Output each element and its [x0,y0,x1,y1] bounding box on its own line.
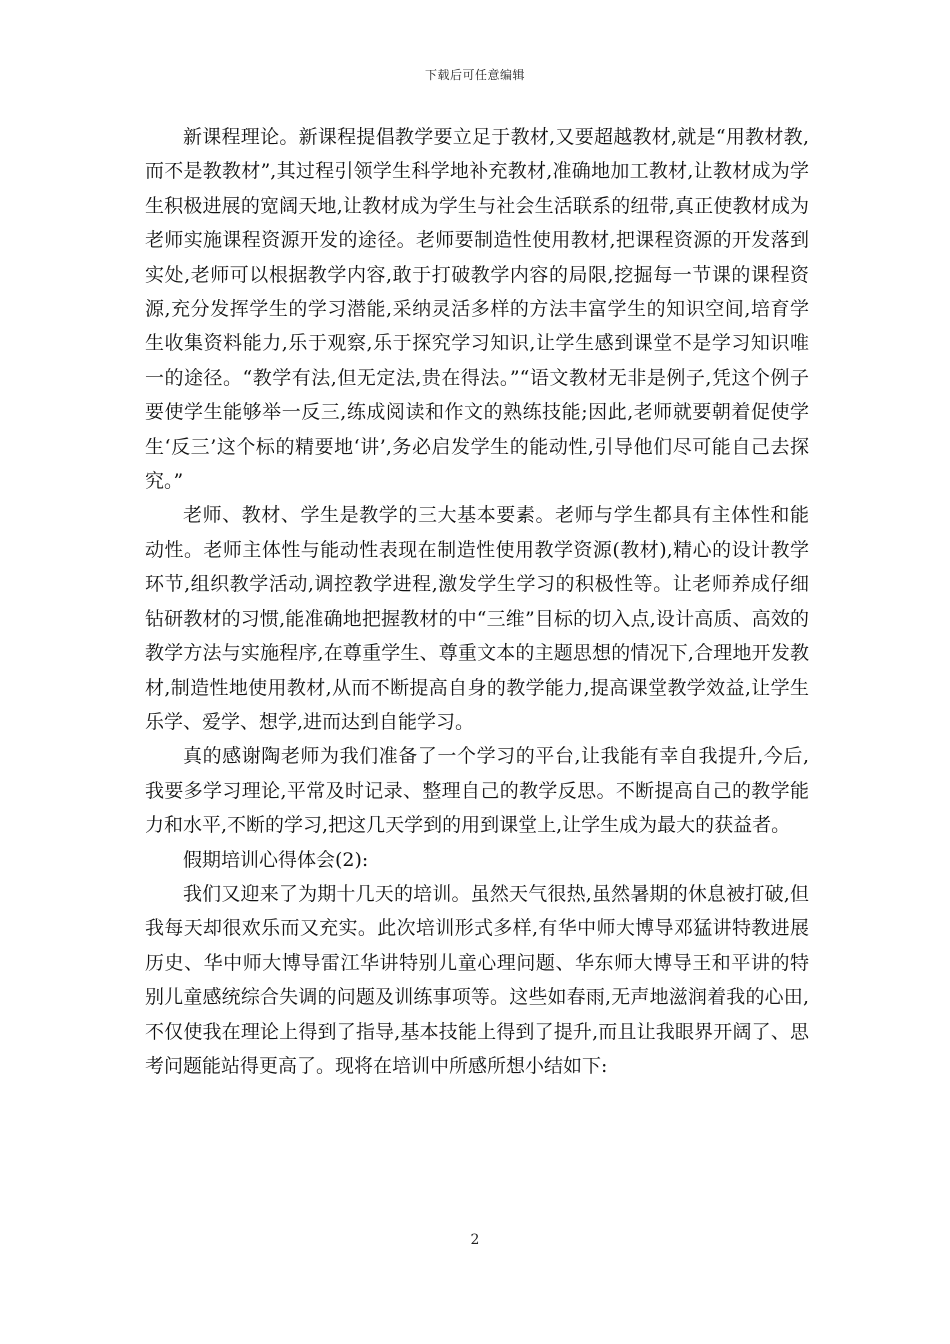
paragraph-training-intro: 我们又迎来了为期十几天的培训。虽然天气很热,虽然暑期的休息被打破,但我每天却很欢乐而又充实。此次培训形式多样,有华中师大博导邓猛讲特教进展历史、华中师大博导雷江华讲特别儿童心理问题、华东师大博导王和平讲的特别儿童感统综合失调的问题及训练事项等。这些如春雨,无声地滋润着我的心田,不仅使我在理论上得到了指导,基本技能上得到了提升,而且让我眼界开阔了、思考问题能站得更高了。现将在培训中所感所想小结如下: [145,882,809,1077]
page-header: 下载后可任意编辑 [424,68,525,82]
section-heading-training-reflection: 假期培训心得体会(2): [183,848,369,871]
document-body [145,120,809,1083]
paragraph-new-curriculum-theory: 新课程理论。新课程提倡教学要立足于教材,又要超越教材,就是“用教材教,而不是教教材”,其过程引领学生科学地补充教材,准确地加工教材,让教材成为学生积极进展的宽阔天地,让教材成为学生与社会生活联系的纽带,真正使教材成为老师实施课程资源开发的途径。老师要制造性使用教材,把课程资源的开发落到实处,老师可以根据教学内容,敢于打破教学内容的局限,挖掘每一节课的课程资源,充分发挥学生的学习潜能,采纳灵活多样的方法丰富学生的知识空间,培育学生收集资料能力,乐于观察,乐于探究学习知识,让学生感到课堂不是学习知识唯一的途径。“教学有法,但无定法,贵在得法。”“语文教材无非是例子,凭这个例子要使学生能够举一反三,练成阅读和作文的熟练技能;因此,老师就要朝着促使学生‘反三’这个标的精要地‘讲’,务必启发学生的能动性,引导他们尽可能自己去探究。” [145,126,809,493]
page-number: 2 [470,1232,480,1248]
paragraph-thanks: 真的感谢陶老师为我们准备了一个学习的平台,让我能有幸自我提升,今后,我要多学习理论,平常及时记录、整理自己的教学反思。不断提高自己的教学能力和水平,不断的学习,把这几天学到的用到课堂上,让学生成为最大的获益者。 [145,745,809,837]
paragraph-teaching-elements: 老师、教材、学生是教学的三大基本要素。老师与学生都具有主体性和能动性。老师主体性与能动性表现在制造性使用教学资源(教材),精心的设计教学环节,组织教学活动,调控教学进程,激发学生学习的积极性等。让老师养成仔细钻研教材的习惯,能准确地把握教材的中“三维”目标的切入点,设计高质、高效的教学方法与实施程序,在尊重学生、尊重文本的主题思想的情况下,合理地开发教材,制造性地使用教材,从而不断提高自身的教学能力,提高课堂教学效益,让学生乐学、爱学、想学,进而达到自能学习。 [145,504,809,733]
